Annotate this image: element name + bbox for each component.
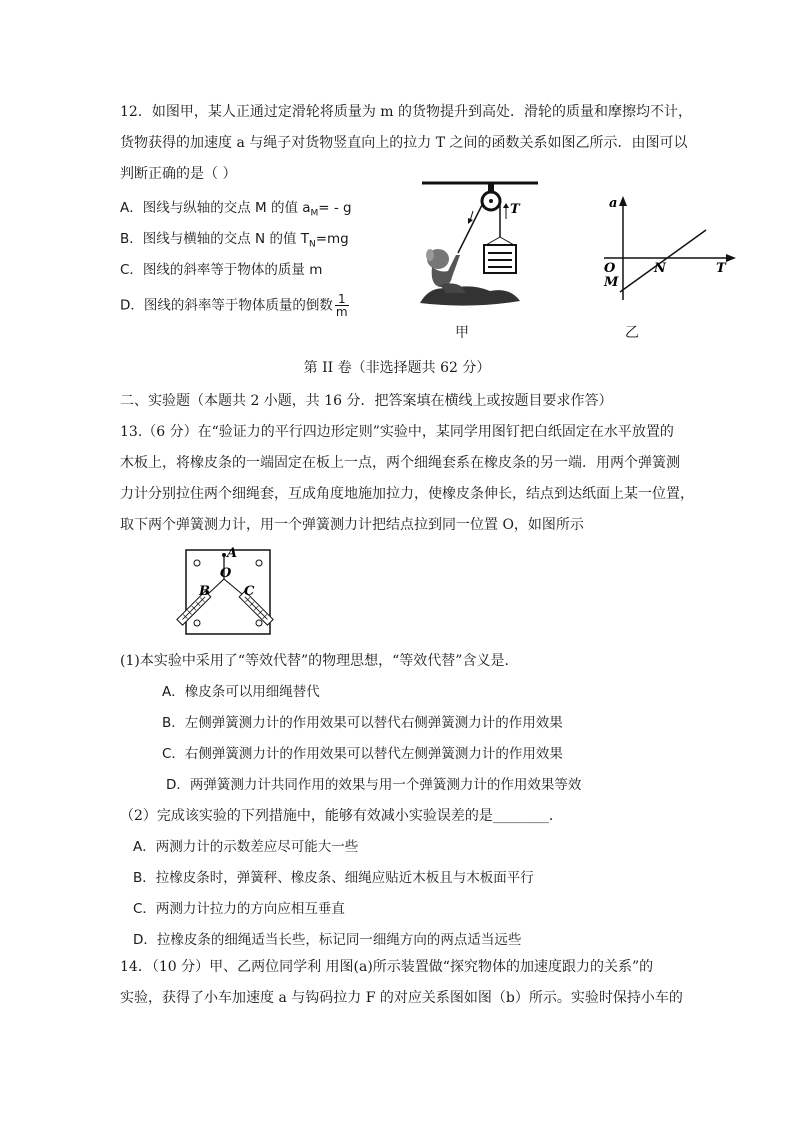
board-point-c-label: C — [244, 584, 255, 599]
q13-part-1-option-c: C．右侧弹簧测力计的作用效果可以替代左侧弹簧测力计的作用效果 — [162, 746, 563, 762]
q13-part-1-option-b: B．左侧弹簧测力计的作用效果可以替代右侧弹簧测力计的作用效果 — [162, 715, 563, 731]
graph-axis-a-label: a — [609, 196, 618, 211]
q13-line-3: 力计分别拉住两个细绳套，互成角度地施加拉力，使橡皮条伸长，结点到达纸面上某一位置， — [120, 486, 694, 502]
q13-part-2-option-d: D．拉橡皮条的细绳适当长些，标记同一细绳方向的两点适当远些 — [133, 932, 522, 948]
section-2-title: 第 II 卷（非选择题共 62 分） — [303, 360, 491, 376]
board-point-o-label: O — [220, 566, 232, 581]
q14-line-2: 实验，获得了小车加速度 a 与钩码拉力 F 的对应关系图如图（b）所示。实验时保持小车的 — [120, 990, 683, 1006]
q14-line-1: 14．（10 分）甲、乙两位同学利 用图(a)所示装置做“探究物体的加速度跟力的关系”的 — [120, 959, 654, 975]
board-point-a-label: A — [227, 546, 238, 561]
q13-line-4: 取下两个弹簧测力计，用一个弹簧测力计把结点拉到同一位置 O，如图所示 — [120, 517, 584, 533]
q12-line-1: 12．如图甲，某人正通过定滑轮将质量为 m 的货物提升到高处．滑轮的质量和摩擦均不计， — [120, 104, 692, 120]
q13-part-2-option-c: C．两测力计拉力的方向应相互垂直 — [133, 901, 345, 917]
q13-line-1: 13.（6 分）在“验证力的平行四边形定则”实验中，某同学用图钉把白纸固定在水平放置的 — [120, 424, 674, 440]
q13-line-2: 木板上，将橡皮条的一端固定在板上一点，两个细绳套系在橡皮条的另一端．用两个弹簧测 — [120, 455, 680, 471]
rope-tension-label: T — [510, 202, 520, 217]
figure-yi-caption: 乙 — [625, 325, 639, 341]
force-board-diagram — [168, 546, 276, 638]
q13-part-2: （2）完成该实验的下列措施中，能够有效减小实验误差的是________． — [120, 808, 563, 824]
graph-axis-t-label: T — [716, 261, 726, 276]
experiment-section-heading: 二、实验题（本题共 2 小题，共 16 分．把答案填在横线上或按题目要求作答） — [120, 393, 613, 409]
graph-origin-label: O — [604, 261, 616, 276]
q12-option-d: D．图线的斜率等于物体质量的倒数 $\frac{1}{m}$ — [120, 292, 348, 319]
board-point-b-label: B — [199, 584, 210, 599]
graph-point-n-label: N — [654, 261, 666, 276]
q12-option-a: A．图线与纵轴的交点 M 的值 $a_M= - g$ — [120, 200, 352, 219]
q13-part-1-option-a: A．橡皮条可以用细绳替代 — [162, 684, 320, 700]
pulley-illustration — [410, 175, 550, 315]
figure-jia-caption: 甲 — [455, 325, 469, 341]
q12-line-3: 判断正确的是（ ） — [120, 166, 237, 182]
q13-part-2-option-b: B．拉橡皮条时，弹簧秤、橡皮条、细绳应贴近木板且与木板面平行 — [133, 870, 534, 886]
fraction-one-over-m: $\frac{1}{m}$ — [335, 292, 348, 319]
q12-line-2: 货物获得的加速度 a 与绳子对货物竖直向上的拉力 T 之间的函数关系如图乙所示．由图可以 — [120, 135, 688, 151]
q13-part-1-option-d: D．两弹簧测力计共同作用的效果与用一个弹簧测力计的作用效果等效 — [166, 777, 582, 793]
q12-option-c: C．图线的斜率等于物体的质量 m — [120, 262, 323, 278]
a-T-graph — [598, 190, 738, 310]
q13-part-1: (1)本实验中采用了“等效代替”的物理思想，“等效代替”含义是. — [120, 653, 509, 669]
q12-option-b: B．图线与横轴的交点 N 的值 $T_N=mg$ — [120, 231, 349, 250]
graph-point-m-label: M — [604, 275, 619, 290]
q13-part-2-option-a: A．两测力计的示数差应尽可能大一些 — [133, 839, 359, 855]
